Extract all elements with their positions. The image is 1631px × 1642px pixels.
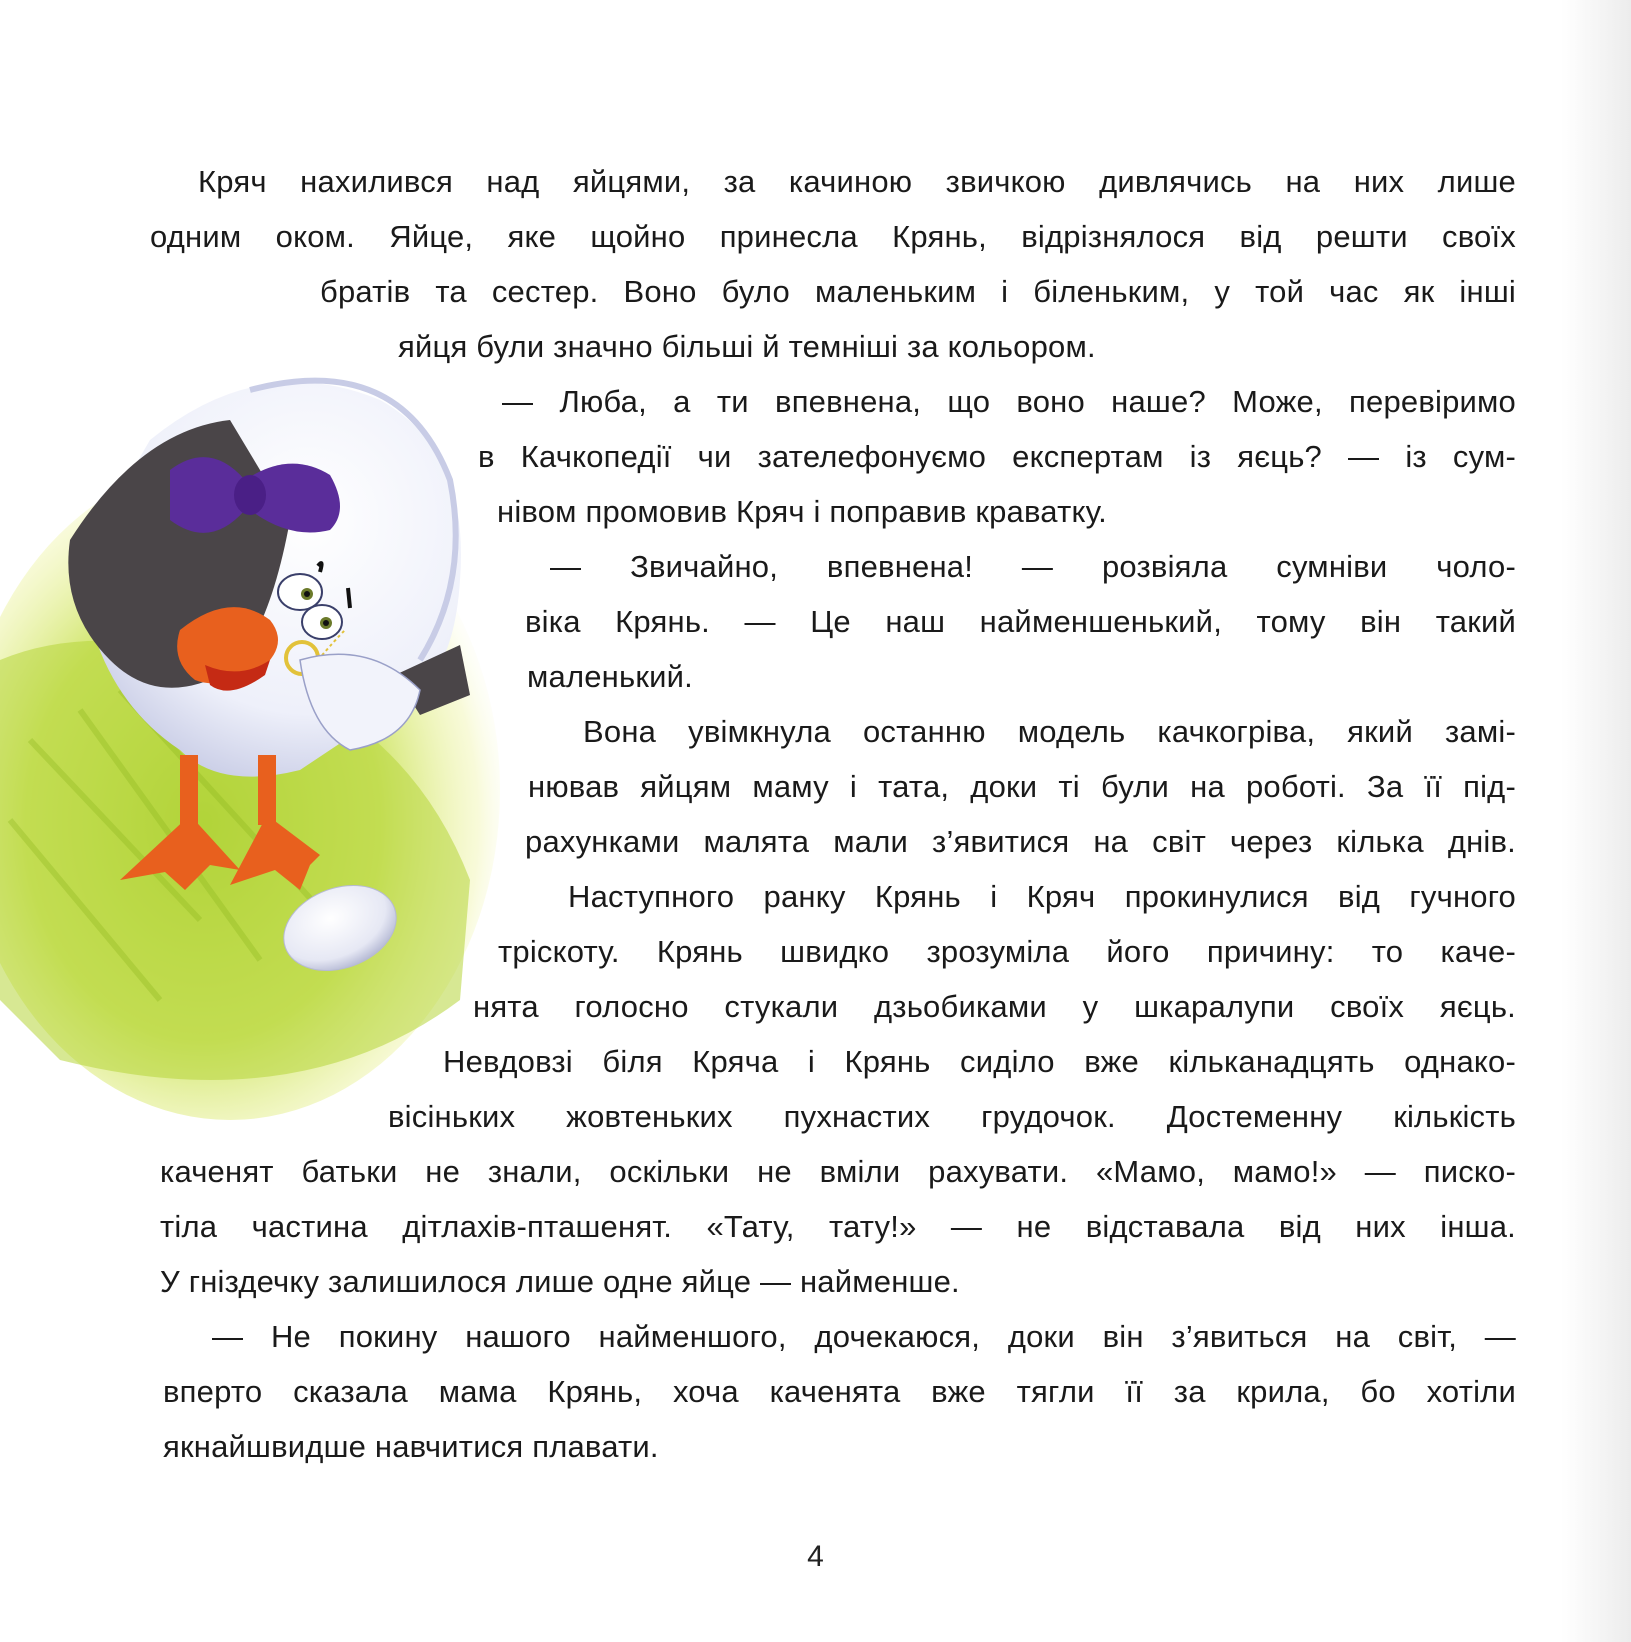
text-line: вісіньких жовтеньких пухнастих грудочок. Достеменну кількість	[388, 1099, 1516, 1134]
text-line: нівом промовив Кряч і поправив краватку.	[497, 494, 1107, 529]
text-line: одним оком. Яйце, яке щойно принесла Крянь, відрізнялося від решти своїх	[150, 219, 1516, 254]
text-line: — Звичайно, впевнена! — розвіяла сумніви чоло-	[550, 549, 1516, 584]
text-line: рахунками малята мали з’явитися на світ через кілька днів.	[525, 824, 1516, 859]
text-line: У гніздечку залишилося лише одне яйце — найменше.	[160, 1264, 960, 1299]
text-line: Наступного ранку Крянь і Кряч прокинулися від гучного	[568, 879, 1516, 914]
text-line: — Люба, а ти впевнена, що воно наше? Може, перевіримо	[502, 384, 1516, 419]
text-line: братів та сестер. Воно було маленьким і біленьким, у той час як інші	[320, 274, 1516, 309]
text-line: тріскоту. Крянь швидко зрозуміла його причину: то каче-	[498, 934, 1516, 969]
text-line: Вона увімкнула останню модель качкогріва, який замі-	[583, 714, 1516, 749]
text-line: каченят батьки не знали, оскільки не вміли рахувати. «Мамо, мамо!» — писко-	[160, 1154, 1516, 1189]
text-line: яйця були значно більші й темніші за кольором.	[398, 329, 1096, 364]
text-line: якнайшвидше навчитися плавати.	[163, 1429, 659, 1464]
text-line: маленький.	[527, 659, 693, 694]
text-line: Невдовзі біля Кряча і Крянь сиділо вже кільканадцять однако-	[443, 1044, 1516, 1079]
text-line: віка Крянь. — Це наш найменшенький, тому він такий	[525, 604, 1516, 639]
text-line: нював яйцям маму і тата, доки ті були на роботі. За її під-	[528, 769, 1516, 804]
page-edge-shadow	[1561, 0, 1631, 1642]
text-line: — Не покину нашого найменшого, дочекаюся, доки він з’явиться на світ, —	[212, 1319, 1516, 1354]
text-line: нята голосно стукали дзьобиками у шкаралупи своїх яєць.	[473, 989, 1516, 1024]
text-line: в Качкопедії чи зателефонуємо експертам із яєць? — із сум-	[478, 439, 1516, 474]
text-line: Кряч нахилився над яйцями, за качиною звичкою дивлячись на них лише	[198, 164, 1516, 199]
text-line: тіла частина дітлахів-пташенят. «Тату, тату!» — не відставала від них інша.	[160, 1209, 1516, 1244]
duck-illustration	[0, 360, 500, 1120]
text-line: вперто сказала мама Крянь, хоча каченята вже тягли її за крила, бо хотіли	[163, 1374, 1516, 1409]
page-number: 4	[807, 1540, 824, 1573]
